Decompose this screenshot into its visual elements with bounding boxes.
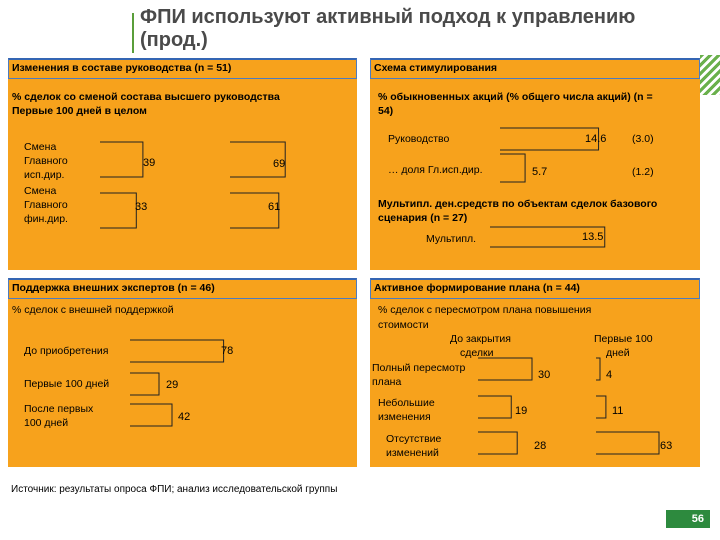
- management-row-label-line: фин.дир.: [24, 213, 68, 225]
- external-subtitle: % сделок с внешней поддержкой: [12, 304, 174, 316]
- incentives-subtitle-2: 54): [378, 105, 394, 117]
- page-title: ФПИ используют активный подход к управлению (прод.): [140, 6, 636, 51]
- management-subtitle-2: Первые 100 дней в целом: [12, 105, 147, 117]
- management-subtitle-1: % сделок со сменой состава высшего руководства: [12, 91, 280, 103]
- incentives-row-label-management: Руководство: [388, 133, 450, 145]
- external-before-value-label: 78: [221, 345, 234, 357]
- external-after-value-label: 42: [178, 411, 191, 423]
- external-first100-bar: [130, 373, 159, 395]
- plan-none-close-value-label: 28: [534, 440, 547, 452]
- plan-minor-close-bar: [478, 396, 511, 418]
- multiple-title-2: сценария (n = 27): [378, 212, 468, 224]
- mgmt-ceo-bar: [100, 142, 143, 177]
- external-label-before: До приобретения: [24, 345, 109, 357]
- incentive-ceo-value-label: 5.7: [532, 166, 548, 178]
- incentives-header: Схема стимулирования: [370, 58, 700, 79]
- page-number: 56: [666, 510, 710, 528]
- plan-none-close-bar: [478, 432, 517, 454]
- plan-col2-header-2: дней: [606, 347, 630, 359]
- plan-full-first100-bar: [596, 358, 600, 380]
- incentives-paren-management: (3.0): [632, 133, 654, 145]
- management-row-label-line: Главного: [24, 155, 68, 167]
- multiple-title-1: Мультипл. ден.средств по объектам сделок базового: [378, 198, 658, 210]
- mgmt-first100-cfo-value-label: 61: [268, 201, 281, 213]
- plan-none-first100-value-label: 63: [660, 440, 673, 452]
- mgmt-cfo-value-label: 33: [135, 201, 148, 213]
- plan-row-label-line: изменений: [386, 447, 439, 459]
- incentive-management-bar: [500, 128, 599, 150]
- external-after-bar: [130, 404, 172, 426]
- incentive-ceo-bar: [500, 154, 525, 182]
- management-row-label-line: Смена: [24, 141, 57, 153]
- multiple-value-label: 13.5: [582, 231, 604, 243]
- mgmt-ceo-value-label: 39: [143, 157, 156, 169]
- plan-full-close-bar: [478, 358, 532, 380]
- plan-none-first100-bar: [596, 432, 659, 454]
- mgmt-first100-ceo-value-label: 69: [273, 158, 286, 170]
- management-row-label-line: исп.дир.: [24, 169, 65, 181]
- plan-row-label-line: Полный пересмотр: [372, 362, 466, 374]
- external-label-after-2: 100 дней: [24, 417, 69, 429]
- mgmt-cfo-bar: [100, 193, 136, 228]
- incentives-subtitle-1: % обыкновенных акций (% общего числа акций) (n =: [378, 91, 653, 103]
- plan-minor-first100-value-label: 11: [612, 405, 624, 417]
- plan-col1-header-2: сделки: [460, 347, 494, 359]
- external-experts-header: Поддержка внешних экспертов (n = 46): [8, 278, 357, 299]
- incentive-management-value-label: 14.6: [585, 133, 607, 145]
- plan-row-label-line: плана: [372, 376, 402, 388]
- external-first100-value-label: 29: [166, 379, 179, 391]
- plan-full-first100-value-label: 4: [606, 369, 613, 381]
- incentives-paren-ceo: (1.2): [632, 166, 654, 178]
- plan-row-label-line: Небольшие: [378, 397, 435, 409]
- plan-minor-first100-bar: [596, 396, 606, 418]
- active-plan-header: Активное формирование плана (n = 44): [370, 278, 700, 299]
- plan-col1-header-1: До закрытия: [450, 333, 511, 345]
- external-label-after-1: После первых: [24, 403, 94, 415]
- multiple-label: Мультипл.: [426, 233, 477, 245]
- management-row-label-line: Смена: [24, 185, 57, 197]
- source-note: Источник: результаты опроса ФПИ; анализ исследовательской группы: [11, 484, 338, 495]
- plan-col2-header-1: Первые 100: [594, 333, 653, 345]
- plan-row-label-line: Отсутствие: [386, 433, 442, 445]
- plan-subtitle-1: % сделок с пересмотром плана повышения: [378, 304, 592, 316]
- management-changes-header: Изменения в составе руководства (n = 51): [8, 58, 357, 79]
- external-before-bar: [130, 340, 224, 362]
- incentives-row-label-ceo: … доля Гл.исп.дир.: [388, 164, 483, 176]
- plan-row-label-line: изменения: [378, 411, 431, 423]
- plan-subtitle-2: стоимости: [378, 319, 429, 331]
- plan-minor-close-value-label: 19: [515, 405, 528, 417]
- plan-full-close-value-label: 30: [538, 369, 551, 381]
- external-label-first100: Первые 100 дней: [24, 378, 110, 390]
- management-row-label-line: Главного: [24, 199, 68, 211]
